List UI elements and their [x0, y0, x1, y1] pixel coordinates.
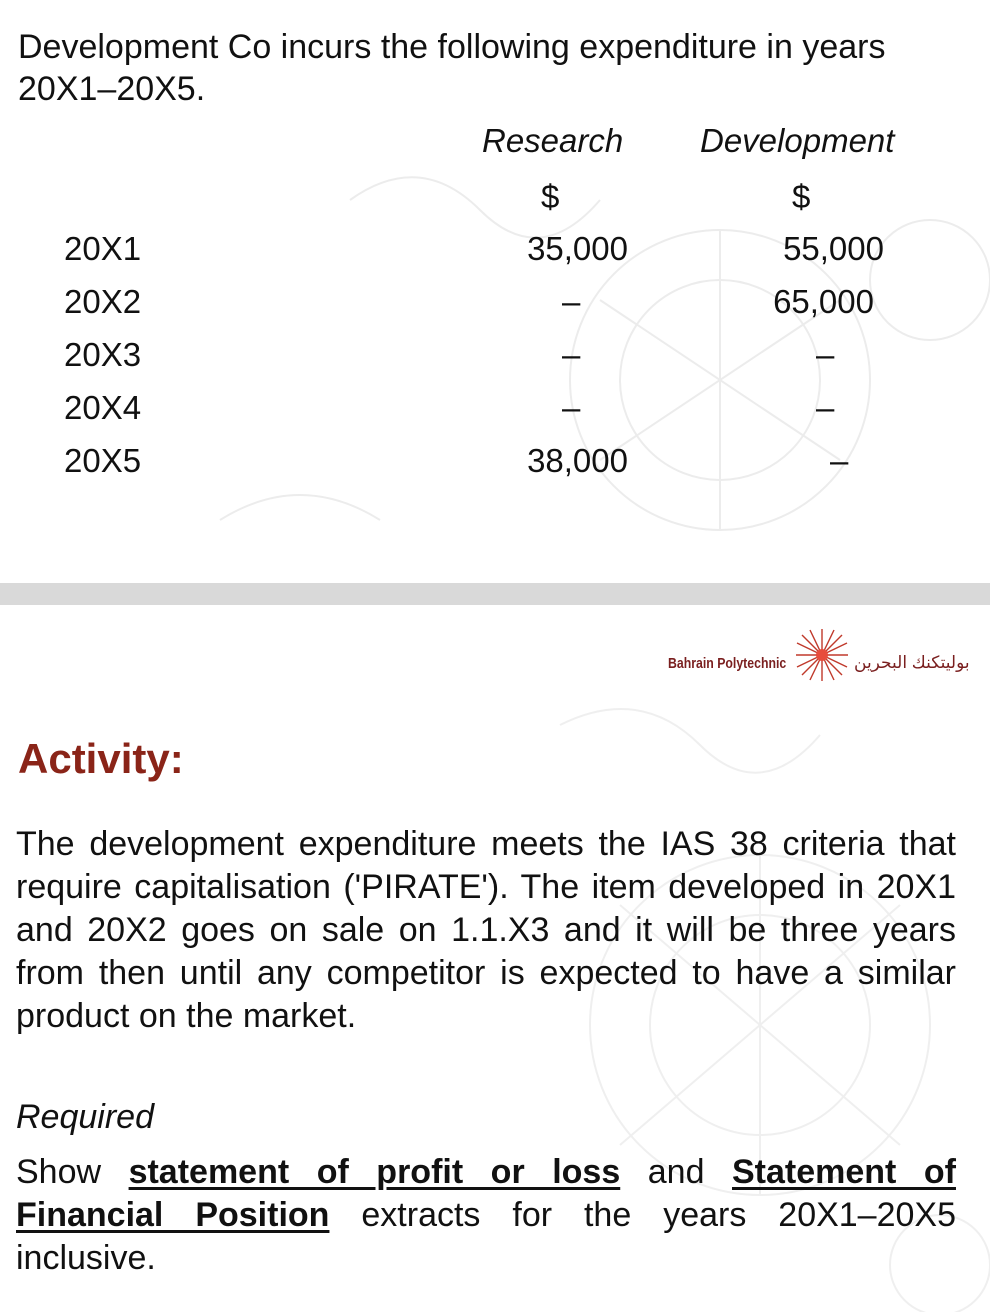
currency-development: $ — [792, 178, 811, 215]
financial-position-term: Statement of Financial Position — [16, 1153, 956, 1234]
required-instruction — [16, 1151, 956, 1280]
activity-paragraph: The development expenditure meets the IAS 38 criteria that require capitalisation ('PIRATE'). The item developed in 20X1 and 20X2 goes on sale on 1.1.X3 and it will be three years from then until any competitor is expected to have a similar product on the market. — [16, 825, 956, 1035]
development-value: – — [816, 336, 835, 373]
row-year: 20X1 — [64, 230, 142, 267]
star-logo-icon — [794, 627, 850, 683]
research-value: – — [562, 389, 581, 426]
research-value: – — [562, 283, 581, 320]
development-value: – — [830, 442, 849, 479]
logo-text-english: Bahrain Polytechnic — [668, 655, 787, 672]
row-year: 20X3 — [64, 336, 142, 373]
header-research: Research — [482, 122, 624, 159]
slide-expenditure — [0, 0, 990, 583]
show-and: and — [647, 1153, 705, 1191]
research-value: 35,000 — [527, 230, 628, 267]
research-value: 38,000 — [527, 442, 628, 479]
profit-or-loss-term: statement of profit or loss — [128, 1153, 621, 1191]
currency-research: $ — [541, 178, 560, 215]
research-value: – — [562, 336, 581, 373]
header-development: Development — [700, 122, 895, 159]
development-value: 65,000 — [773, 283, 874, 320]
development-value: – — [816, 389, 835, 426]
show-prefix: Show — [16, 1153, 102, 1191]
logo-text-arabic: بوليتكنك البحرين — [854, 653, 970, 672]
slide-activity — [0, 605, 990, 1312]
row-year: 20X5 — [64, 442, 142, 479]
development-value: 55,000 — [783, 230, 884, 267]
row-year: 20X4 — [64, 389, 142, 426]
intro-text: Development Co incurs the following expenditure in years 20X1–20X5. — [18, 28, 886, 108]
slide-divider — [0, 583, 990, 605]
required-label: Required — [16, 1098, 154, 1136]
show-suffix: extracts for the years 20X1–20X5 inclusive. — [16, 1196, 957, 1277]
activity-title: Activity: — [18, 735, 184, 782]
bahrain-polytechnic-logo — [668, 627, 978, 673]
row-year: 20X2 — [64, 283, 142, 320]
